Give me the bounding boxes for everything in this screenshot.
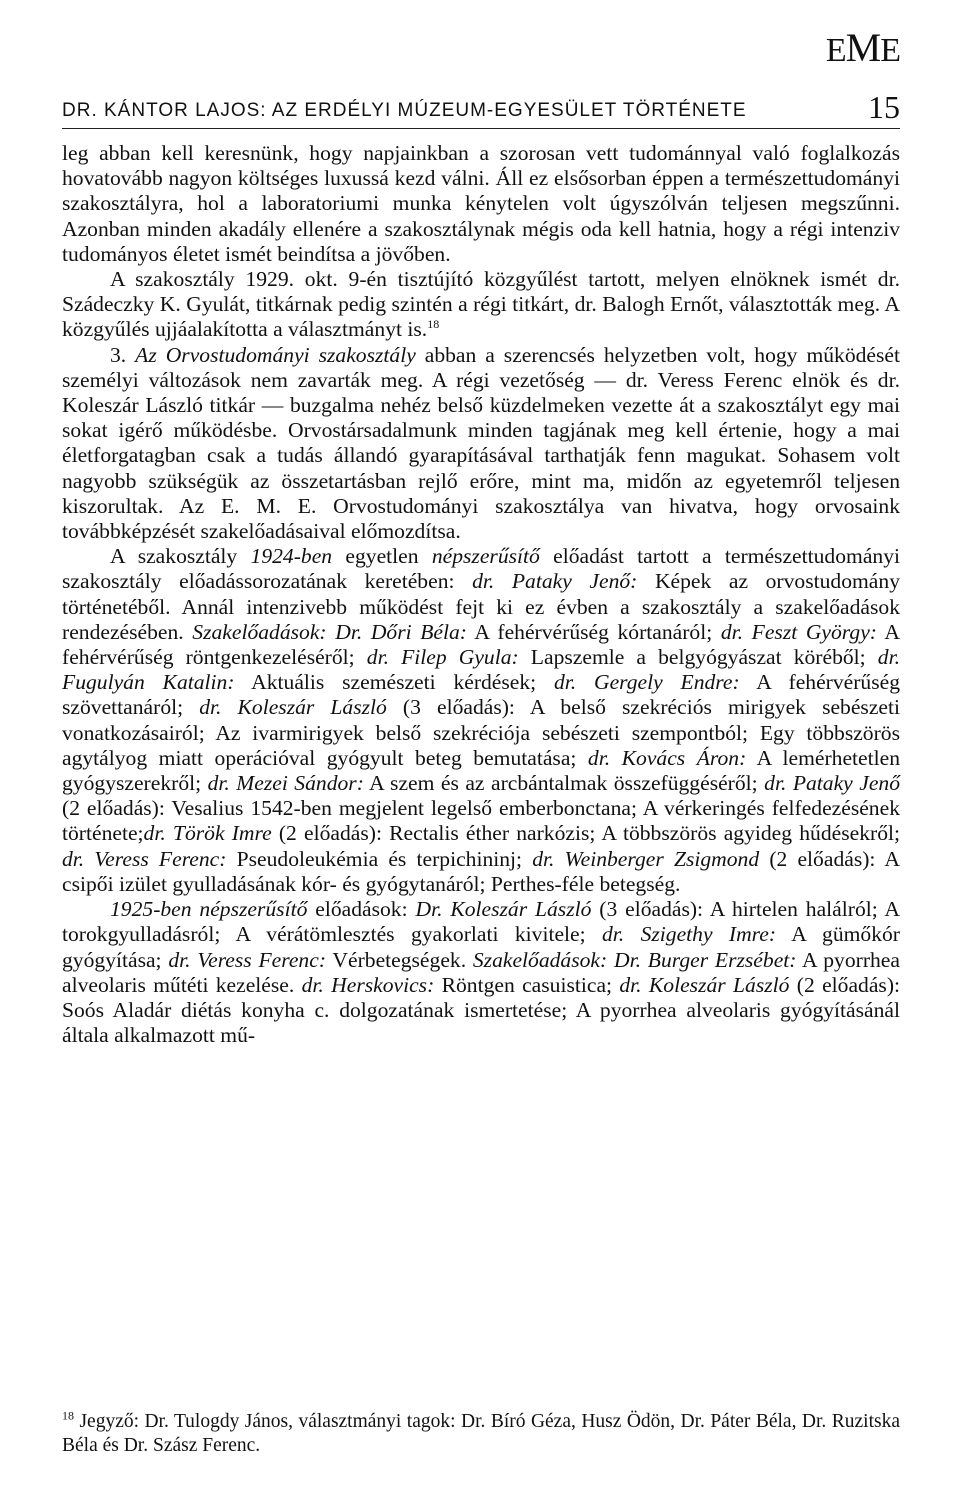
footnote-text: Jegyző: Dr. Tulogdy János, választmányi tagok: Dr. Bíró Géza, Husz Ödön, Dr. Páter Béla, Dr. Ruzitska Béla és Dr. Szász Ferenc.	[62, 1411, 900, 1456]
footnote-ref: 18	[427, 317, 440, 332]
page-number: 15	[868, 89, 900, 125]
paragraph-2: A szakosztály 1929. okt. 9-én tisztújító közgyűlést tartott, melyen elnöknek ismét dr. Szádeczky K. Gyulát, titkárnak pedig szintén a régi titkárt, dr. Balogh Ernőt, választották meg. A közgyűlés ujjáalakította a választmányt is.$^{18}$	[62, 267, 900, 342]
paragraph-3: 3. Az Orvostudományi szakosztály abban a szerencsés helyzetben volt, hogy működését személyi változások nem zavarták meg. A régi vezetőség — dr. Veress Ferenc elnök és dr. Koleszár László titkár — buzgalma nehéz belső küzdelmeken vezette át a szakosztályt egy mai sokat igérő működésbe. Orvostársadalmunk minden tagjának meg kell értenie, hogy a mai életforgatagban csak a tudás állandó gyarapításával tarthatják fenn magukat. Sohasem volt nagyobb szükségük az összetartásban rejlő erőre, mint ma, midőn az egyetemről teljesen kiszorultak. Az E. M. E. Orvostudományi szakosztálya van hivatva, hogy orvosaink továbbképzését szakelőadásaival előmozdítsa.	[62, 342, 900, 544]
footnote-number: 18	[62, 1408, 74, 1423]
running-title: DR. KÁNTOR LAJOS: AZ ERDÉLYI MÚZEUM-EGYESÜLET TÖRTÉNETE	[62, 100, 747, 121]
paragraph-1: leg abban kell keresnünk, hogy napjainkban a szorosan vett tudománnyal való foglalkozás hovatovább nagyon költséges luxussá kezd válni. Áll ez elsősorban éppen a természettudományi szakosztályra, hol a laboratoriumi munka kénytelen volt úgyszólván teljesen megszűnni. Azonban minden akadály ellenére a szakosztálynak mégis oda kell hatnia, hogy a régi intenziv tudományos életet ismét beindítsa a jövőben.	[62, 141, 900, 266]
paragraph-4: A szakosztály 1924-ben egyetlen népszerűsítő előadást tartott a természettudományi szakosztály előadássorozatának keretében: dr. Pataky Jenő: Képek az orvostudomány történetéből. Annál intenzivebb működést fejt ki ez évben a szakosztály a szakelőadások rendezésében. Szakelőadások: Dr. Dőri Béla: A fehérvérűség kórtanáról; dr. Feszt György: A fehérvérűség röntgenkezeléséről; dr. Filep Gyula: Lapszemle a belgyógyászat köréből; dr. Fugulyán Katalin: Aktuális szemészeti kérdések; dr. Gergely Endre: A fehérvérűség szövettanáról; dr. Koleszár László (3 előadás): A belső szekréciós mirigyek sebészeti vonatkozásairól; Az ivarmirigyek belső szekréciója sebészeti szempontból; Egy többszörös agytályog miatt operációval gyógyult beteg bemutatása; dr. Kovács Áron: A lemérhetetlen gyógyszerekről; dr. Mezei Sándor: A szem és az arcbántalmak összefüggéséről; dr. Pataky Jenő (2 előadás): Vesalius 1542-ben megjelent legelső emberbonctana; A vérkeringés felfedezésének története;dr. Török Imre (2 előadás): Rectalis éther narkózis; A többszörös agyideg hűdésekről; dr. Veress Ferenc: Pseudoleukémia és terpichininj; dr. Weinberger Zsigmond (2 előadás): A csipői izület gyulladásának kór- és gyógytanáról; Perthes-féle betegség.	[62, 544, 901, 896]
paragraph-5: 1925-ben népszerűsítő előadások: Dr. Koleszár László (3 előadás): A hirtelen halálról; A torokgyulladásról; A vérátömlesztés gyakorlati kivitele; dr. Szigethy Imre: A gümőkór gyógyítása; dr. Veress Ferenc: Vérbetegségek. Szakelőadások: Dr. Burger Erzsébet: A pyorrhea alveolaris műtéti kezelése. dr. Herskovics: Röntgen casuistica; dr. Koleszár László (2 előadás): Soós Aladár diétás konyha c. dolgozatának ismertetése; A pyorrhea alveolaris gyógyításánál általa alkalmazott mű-	[62, 897, 901, 1048]
body-text	[62, 141, 900, 1048]
running-header	[62, 80, 900, 129]
publisher-logo: EME	[825, 25, 900, 70]
footnote	[62, 1410, 900, 1458]
